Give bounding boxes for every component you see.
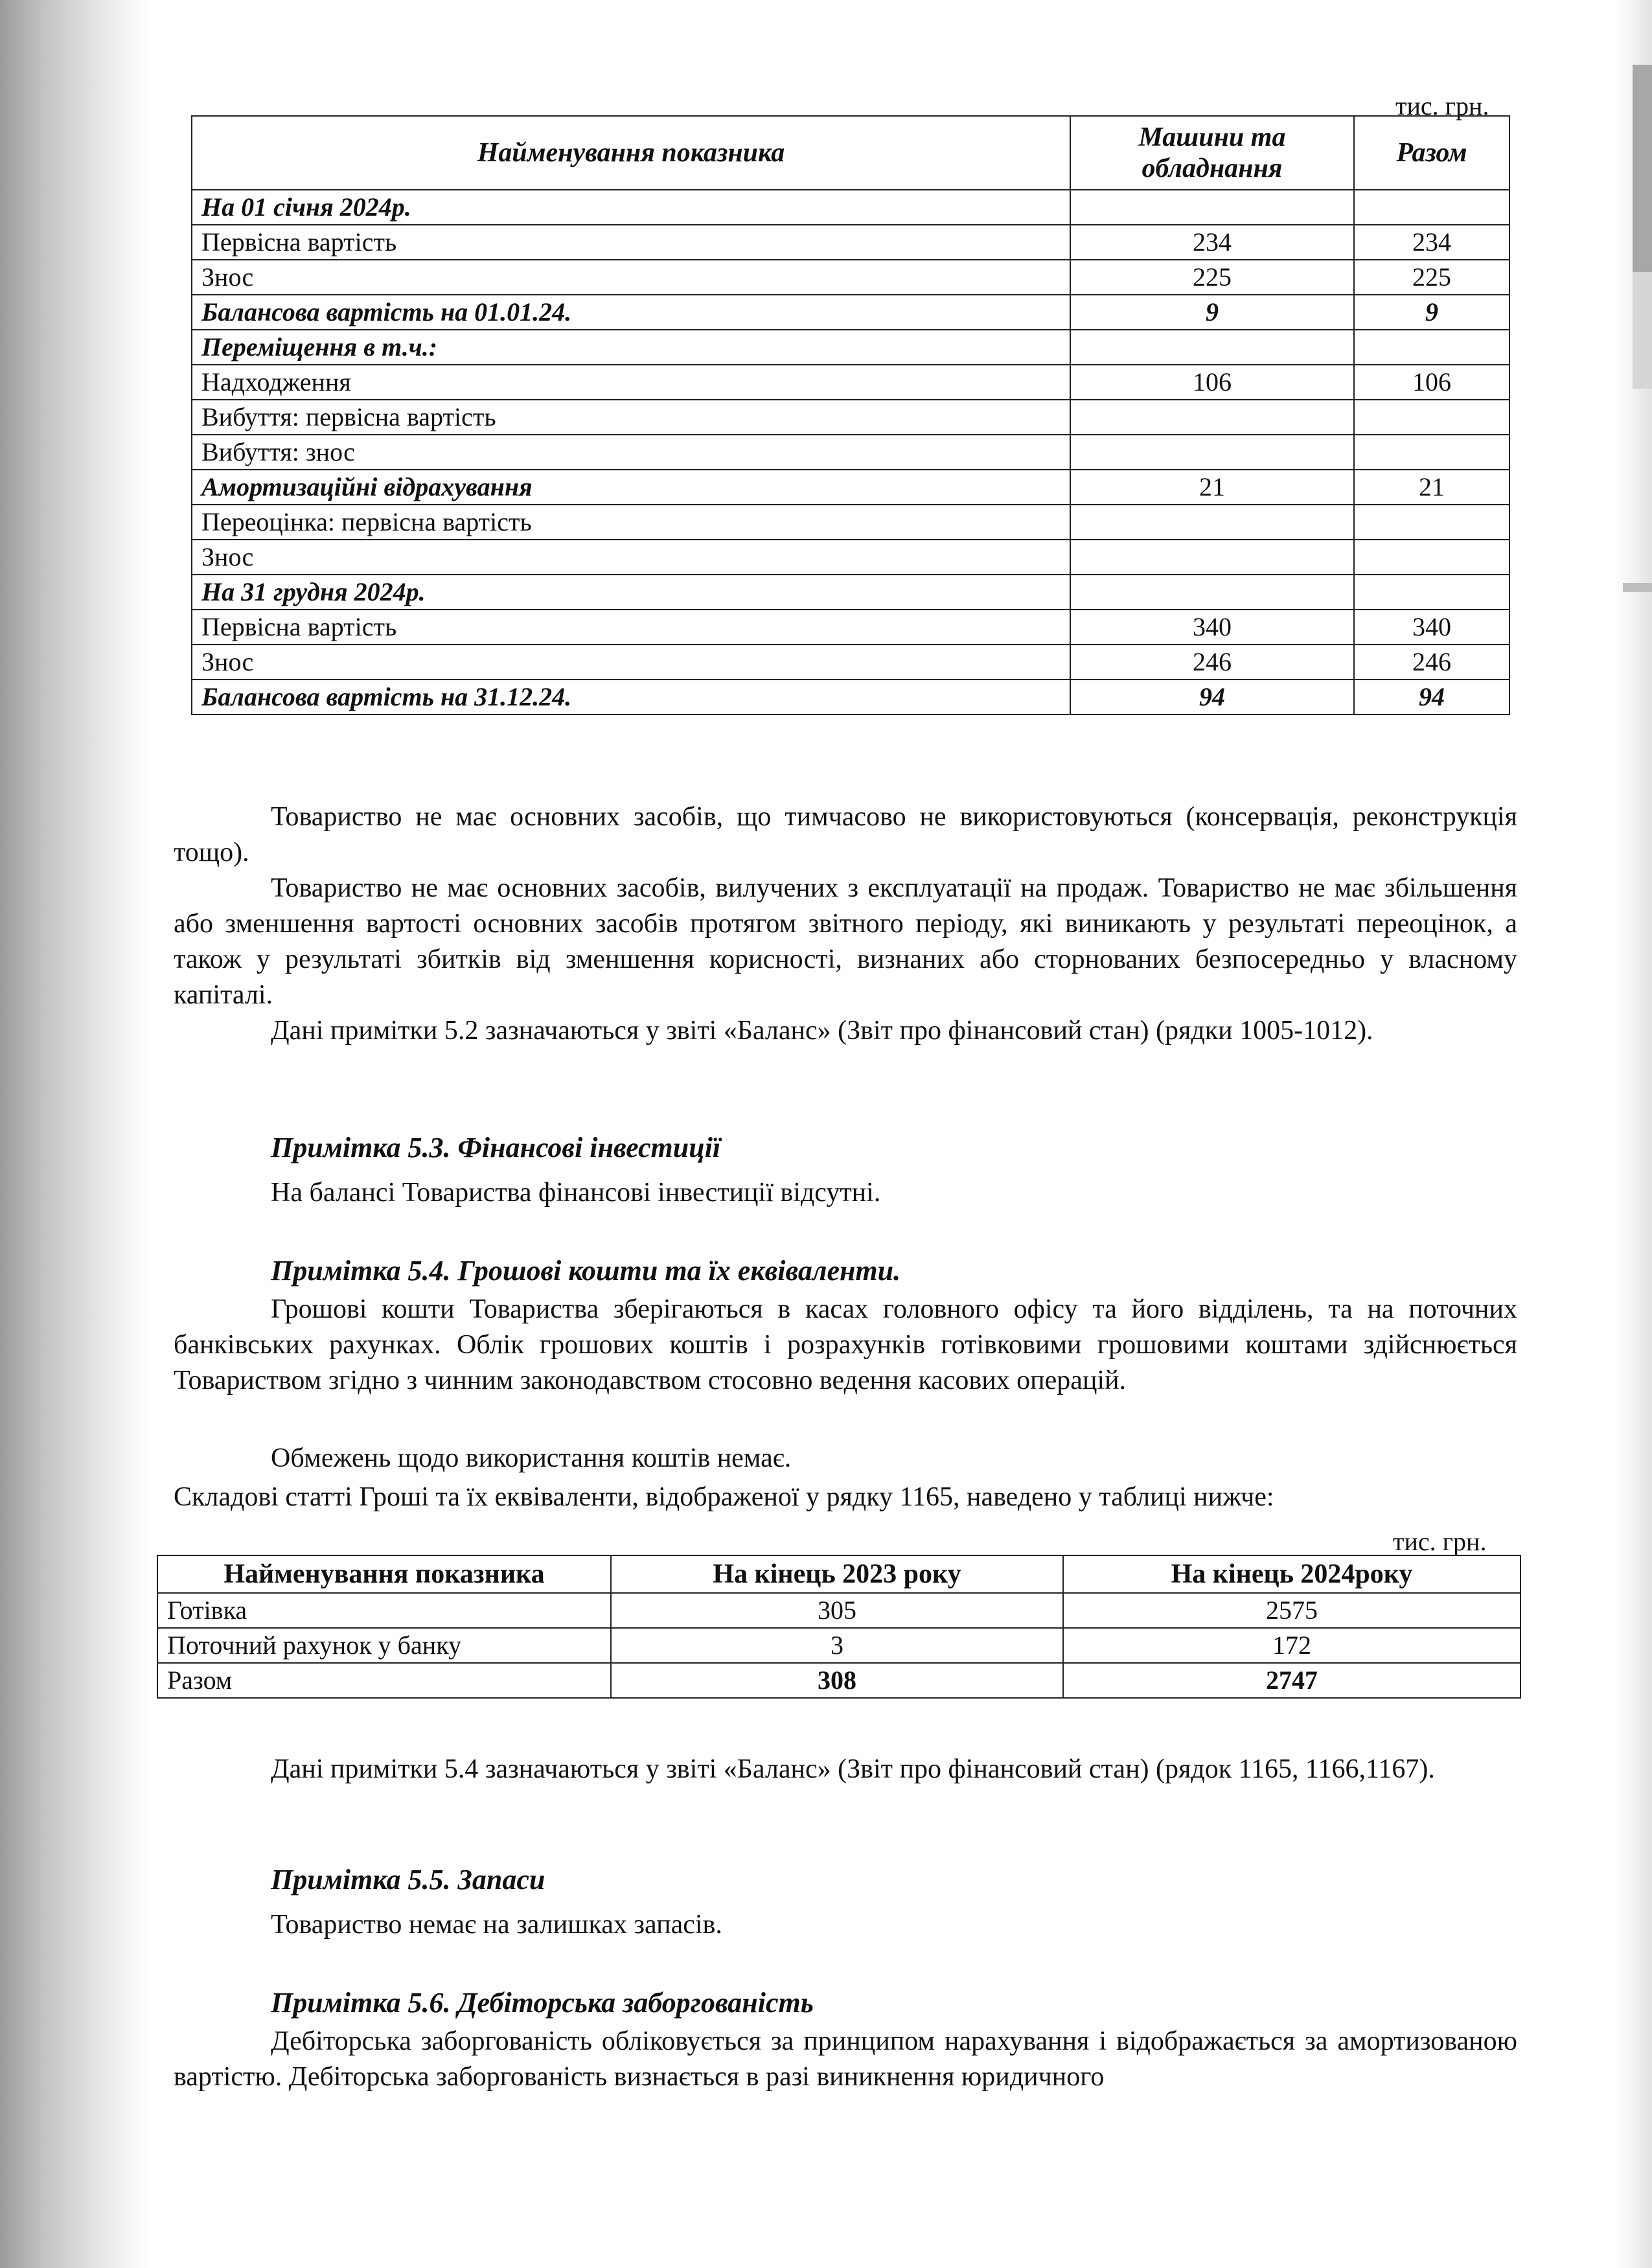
cell-machines: 340	[1070, 610, 1354, 645]
cell-total: 246	[1354, 645, 1509, 680]
table-row	[192, 505, 1509, 540]
note54-paragraph-cash: Грошові кошти Товариства зберігаються в касах головного офісу та його відділень, та на поточних банківських рахунках. Облік грошових коштів і розрахунків готівковими грошовими коштами здійснюється Товариством згідно з чинним законодавством стосовно ведення касових операцій.	[174, 1294, 1517, 1395]
cell-total	[1354, 435, 1509, 470]
cell-total	[1354, 540, 1509, 575]
column-header-machines: Машини та обладнання	[1070, 116, 1354, 190]
cell-total: 9	[1354, 295, 1509, 330]
table-row	[192, 575, 1509, 610]
cell-machines	[1070, 505, 1354, 540]
cell-2024: 2575	[1063, 1593, 1520, 1628]
row-label: Переміщення в т.ч.:	[192, 330, 1070, 365]
row-label: Амортизаційні відрахування	[192, 470, 1070, 505]
table-header-row	[157, 1555, 1520, 1593]
cell-total: 106	[1354, 365, 1509, 400]
row-label: Знос	[192, 645, 1070, 680]
note56-text: Дебіторська заборгованість обліковується за принципом нарахування і відображається за амортизованою вартістю. Дебіторська заборгованість визнається в разі виникнення юридичного	[174, 2026, 1517, 2092]
table-row	[192, 470, 1509, 505]
table-row	[192, 645, 1509, 680]
cell-machines: 246	[1070, 645, 1354, 680]
cell-machines: 9	[1070, 295, 1354, 330]
row-label: Поточний рахунок у банку	[157, 1628, 611, 1663]
cell-machines: 94	[1070, 680, 1354, 715]
scan-edge-mark	[1623, 583, 1652, 592]
table-row	[192, 435, 1509, 470]
note54-reference: Дані примітки 5.4 зазначаються у звіті «Баланс» (Звіт про фінансовий стан) (рядок 1165, 1166,1167).	[271, 1754, 1435, 1784]
table2-unit: тис. грн.	[1393, 1527, 1487, 1556]
row-label: На 01 січня 2024р.	[192, 190, 1070, 225]
table-row	[192, 400, 1509, 435]
cell-machines: 21	[1070, 470, 1354, 505]
table-row	[192, 610, 1509, 645]
table-row	[192, 365, 1509, 400]
cell-total	[1354, 190, 1509, 225]
table-row	[192, 260, 1509, 295]
column-header-2024: На кінець 2024року	[1063, 1555, 1520, 1593]
table-row	[157, 1663, 1520, 1698]
row-label: Переоцінка: первісна вартість	[192, 505, 1070, 540]
table-row	[192, 190, 1509, 225]
note54-paragraph-restrictions: Обмежень щодо використання коштів немає.	[271, 1443, 792, 1473]
row-label: Надходження	[192, 365, 1070, 400]
note55-heading: Примітка 5.5. Запаси	[271, 1864, 545, 1896]
note54-paragraph-table-intro: Складові статті Гроші та їх еквіваленти, відображеної у рядку 1165, наведено у таблиці нижче:	[174, 1482, 1274, 1512]
table1-unit: тис. грн.	[1395, 91, 1489, 120]
cell-2024: 2747	[1063, 1663, 1520, 1698]
column-header-indicator: Найменування показника	[157, 1555, 611, 1593]
row-label: Разом	[157, 1663, 611, 1698]
column-header-total: Разом	[1354, 116, 1509, 190]
note54-heading: Примітка 5.4. Грошові кошти та їх еквіваленти.	[271, 1255, 901, 1287]
cell-machines	[1070, 435, 1354, 470]
row-label: Первісна вартість	[192, 610, 1070, 645]
cell-2023: 305	[611, 1593, 1063, 1628]
note53-text: На балансі Товариства фінансові інвестиції відсутні.	[271, 1178, 881, 1208]
column-header-2023: На кінець 2023 року	[611, 1555, 1063, 1593]
cell-machines	[1070, 575, 1354, 610]
column-header-indicator: Найменування показника	[192, 116, 1070, 190]
row-label: Вибуття: знос	[192, 435, 1070, 470]
row-label: Балансова вартість на 01.01.24.	[192, 295, 1070, 330]
table-row	[192, 540, 1509, 575]
cell-machines	[1070, 540, 1354, 575]
cell-machines	[1070, 400, 1354, 435]
cell-machines: 106	[1070, 365, 1354, 400]
table-row	[192, 295, 1509, 330]
row-label: Знос	[192, 260, 1070, 295]
paragraph-no-disposal: Товариство не має основних засобів, вилучених з експлуатації на продаж. Товариство не має збільшення або зменшення вартості основних засобів протягом звітного періоду, які виникають у результаті переоцінок, а також у результаті збитків від зменшення корисності, визнаних або сторнованих безпосередньо у власному капіталі.	[174, 873, 1517, 1010]
cell-total: 340	[1354, 610, 1509, 645]
cell-machines: 225	[1070, 260, 1354, 295]
cash-table	[157, 1555, 1521, 1699]
cell-2023: 308	[611, 1663, 1063, 1698]
scan-shadow-left	[0, 0, 149, 2268]
cell-2024: 172	[1063, 1628, 1520, 1663]
cell-total: 225	[1354, 260, 1509, 295]
paragraph-note52-reference: Дані примітки 5.2 зазначаються у звіті «Баланс» (Звіт про фінансовий стан) (рядки 1005-1012).	[271, 1016, 1373, 1046]
cell-total: 234	[1354, 225, 1509, 260]
table-row	[157, 1593, 1520, 1628]
table-header-row	[192, 116, 1509, 190]
row-label: Балансова вартість на 31.12.24.	[192, 680, 1070, 715]
table-row	[192, 225, 1509, 260]
cell-total	[1354, 505, 1509, 540]
fixed-assets-table	[191, 115, 1510, 715]
scan-edge-mark	[1633, 65, 1652, 272]
row-label: Вибуття: первісна вартість	[192, 400, 1070, 435]
cell-machines: 234	[1070, 225, 1354, 260]
row-label: Готівка	[157, 1593, 611, 1628]
cell-total: 94	[1354, 680, 1509, 715]
cell-2023: 3	[611, 1628, 1063, 1663]
cell-machines	[1070, 330, 1354, 365]
paragraph-no-conservation: Товариство не має основних засобів, що тимчасово не використовуються (консервація, реконструкція тощо).	[174, 802, 1517, 867]
cell-total: 21	[1354, 470, 1509, 505]
table-row	[157, 1628, 1520, 1663]
row-label: На 31 грудня 2024р.	[192, 575, 1070, 610]
note56-heading: Примітка 5.6. Дебіторська заборгованість	[271, 1987, 814, 2019]
note53-heading: Примітка 5.3. Фінансові інвестиції	[271, 1132, 721, 1163]
table-row	[192, 680, 1509, 715]
note55-text: Товариство немає на залишках запасів.	[271, 1910, 722, 1940]
cell-total	[1354, 330, 1509, 365]
row-label: Знос	[192, 540, 1070, 575]
cell-machines	[1070, 190, 1354, 225]
table-row	[192, 330, 1509, 365]
scan-edge-mark	[1633, 272, 1652, 389]
cell-total	[1354, 400, 1509, 435]
row-label: Первісна вартість	[192, 225, 1070, 260]
cell-total	[1354, 575, 1509, 610]
